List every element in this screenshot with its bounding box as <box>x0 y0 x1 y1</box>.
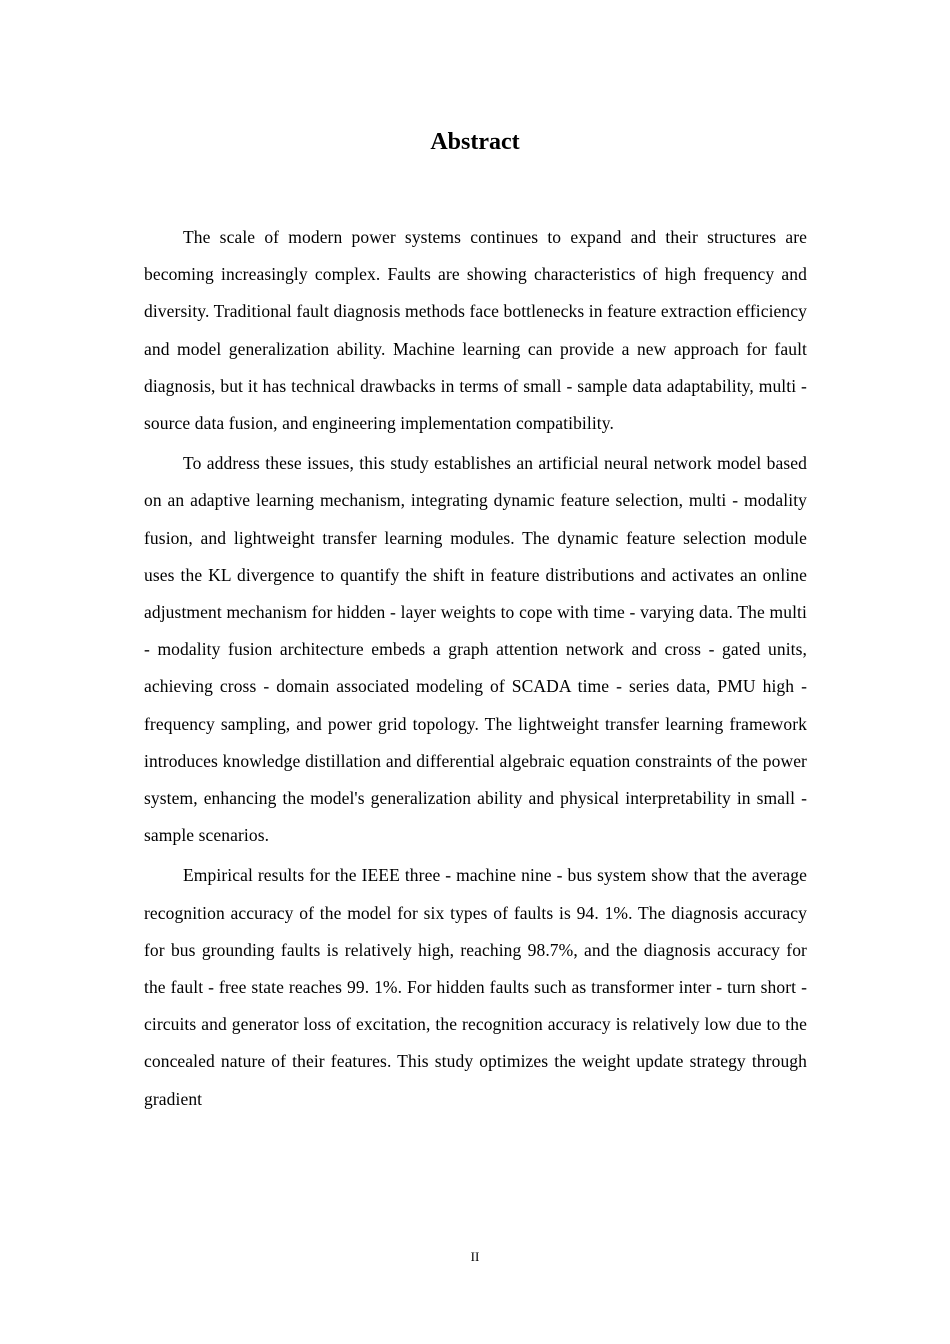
abstract-paragraph-2: To address these issues, this study establishes an artificial neural network model based on an adaptive learning mechanism, integrating dynamic feature selection, multi - modality fusion, and lightweight transfer learning modules. The dynamic feature selection module uses the KL divergence to quantify the shift in feature distributions and activates an online adjustment mechanism for hidden - layer weights to cope with time - varying data. The multi - modality fusion architecture embeds a graph attention network and cross - gated units, achieving cross - domain associated modeling of SCADA time - series data, PMU high - frequency sampling, and power grid topology. The lightweight transfer learning framework introduces knowledge distillation and differential algebraic equation constraints of the power system, enhancing the model's generalization ability and physical interpretability in small - sample scenarios. <box>144 453 807 846</box>
page-title: Abstract <box>430 129 520 155</box>
abstract-paragraph-1: The scale of modern power systems continues to expand and their structures are becoming increasingly complex. Faults are showing characteristics of high frequency and diversity. Traditional fault diagnosis methods face bottlenecks in feature extraction efficiency and model generalization ability. Machine learning can provide a new approach for fault diagnosis, but it has technical drawbacks in terms of small - sample data adaptability, multi - source data fusion, and engineering implementation compatibility. <box>144 227 807 434</box>
abstract-paragraph-3: Empirical results for the IEEE three - machine nine - bus system show that the average recognition accuracy of the model for six types of faults is 94. 1%. The diagnosis accuracy for bus grounding faults is relatively high, reaching 98.7%, and the diagnosis accuracy for the fault - free state reaches 99. 1%. For hidden faults such as transformer inter - turn short - circuits and generator loss of excitation, the recognition accuracy is relatively low due to the concealed nature of their features. This study optimizes the weight update strategy through gradient <box>144 865 807 1109</box>
abstract-body <box>144 219 807 1121</box>
page-number: II <box>470 1249 480 1264</box>
